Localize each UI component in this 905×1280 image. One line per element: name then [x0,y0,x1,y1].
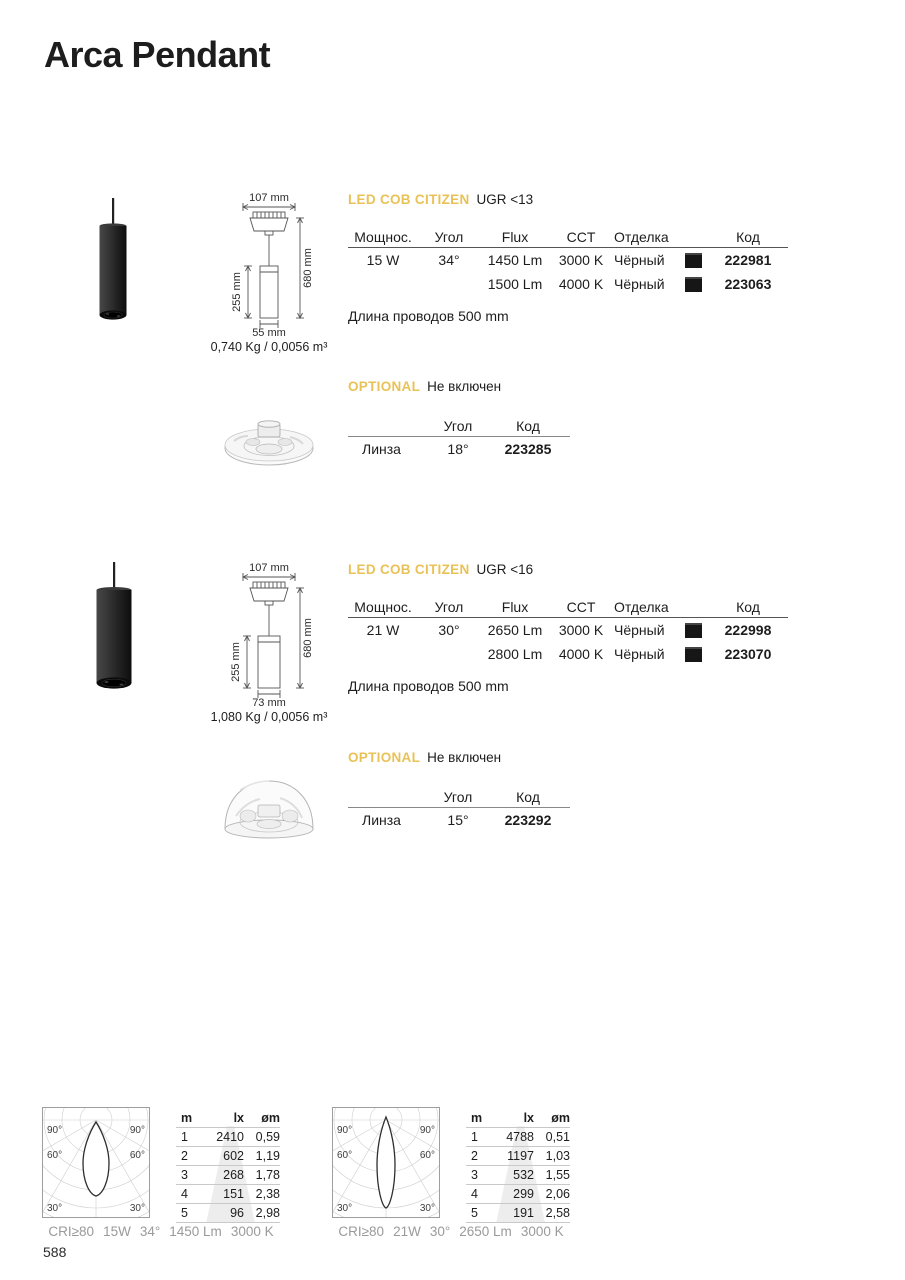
dim-bottom-label: 55 mm [252,327,286,338]
dim-total-label: 680 mm [302,618,314,658]
spec-header [348,192,790,207]
angle-label: 90° [337,1125,353,1136]
spec-table-row: 21 W 30° 2650 Lm 3000 K Чёрный 222998 [366,622,772,638]
spec-table [348,227,788,296]
spec-table-row: 1500 Lm 4000 K Чёрный 223063 [487,276,772,292]
angle-label: 60° [47,1150,63,1161]
led-source-label: LED COB CITIZEN [348,192,470,207]
lux-row: 2 1197 1,03 [466,1147,570,1166]
polar-diagram [332,1107,440,1218]
ugr-value: UGR <16 [476,562,534,577]
optional-note: Не включен [427,379,502,394]
suspension-cable [112,198,114,226]
lux-row: 1 2410 0,59 [176,1128,280,1147]
wire-length-note: Длина проводов 500 mm [348,678,509,694]
black-finish-swatch [685,277,702,292]
weight-volume-note: 1,080 Kg / 0,0056 m³ [210,710,328,724]
lux-row: 1 4788 0,51 [466,1128,570,1147]
angle-label: 30° [419,1203,435,1214]
pendant-body [97,590,132,683]
lux-row: 5 96 2,98 [176,1204,280,1223]
spec-table [348,597,788,666]
optional-label: OPTIONAL [348,750,421,765]
black-finish-swatch [685,623,702,638]
angle-label: 60° [337,1150,353,1161]
lux-row: 4 151 2,38 [176,1185,280,1204]
lux-header-row: m lx øm [466,1109,570,1128]
optional-table [348,416,570,461]
polar-diagram [42,1107,150,1218]
photometric-caption: CRI≥80 21W 30° 2650 Lm 3000 K [338,1224,564,1239]
lens-photo-1 [220,408,320,470]
angle-label: 60° [129,1150,145,1161]
dimension-drawing-2 [203,560,335,708]
lux-header-row: m lx øm [176,1109,280,1128]
optional-table-header-row: Угол Код [348,787,570,808]
optional-label: OPTIONAL [348,379,421,394]
angle-label: 90° [47,1125,63,1136]
spec-header [348,562,790,577]
ugr-value: UGR <13 [476,192,534,207]
optional-table-row: Линза 15° 223292 [362,812,552,828]
optional-note: Не включен [427,750,502,765]
spec-block-2 [348,562,790,694]
page-number: 588 [43,1244,67,1260]
optional-table [348,787,570,832]
dim-top-label: 107 mm [249,562,289,574]
optional-table-row: Линза 18° 223285 [362,441,552,457]
led-source-label: LED COB CITIZEN [348,562,470,577]
wire-length-note: Длина проводов 500 mm [348,308,509,324]
lens-photo-2 [220,772,320,844]
black-finish-swatch [685,647,702,662]
page-title: Arca Pendant [44,34,271,75]
lux-row: 2 602 1,19 [176,1147,280,1166]
dim-body-label: 255 mm [231,272,243,312]
pendant-photo-1 [70,188,180,328]
dimension-drawing-1 [203,190,335,338]
lux-row: 5 191 2,58 [466,1204,570,1223]
spec-table-row: 15 W 34° 1450 Lm 3000 K Чёрный 222981 [366,252,772,268]
photometric-caption: CRI≥80 15W 34° 1450 Lm 3000 K [48,1224,274,1239]
angle-label: 60° [419,1150,435,1161]
pendant-photo-2 [70,556,180,696]
lux-table [466,1109,570,1223]
angle-label: 90° [129,1125,145,1136]
lux-table [176,1109,280,1223]
angle-label: 30° [47,1203,63,1214]
spec-table-row: 2800 Lm 4000 K Чёрный 223070 [487,646,772,662]
angle-label: 30° [337,1203,353,1214]
angle-label: 90° [419,1125,435,1136]
pendant-body [100,226,127,315]
lux-row: 3 532 1,55 [466,1166,570,1185]
lux-row: 3 268 1,78 [176,1166,280,1185]
weight-volume-note: 0,740 Kg / 0,0056 m³ [210,340,328,354]
optional-block-1 [348,379,572,461]
spec-block-1 [348,192,790,324]
angle-label: 30° [129,1203,145,1214]
photometric-group-2 [332,1107,570,1247]
dim-bottom-label: 73 mm [252,697,286,708]
suspension-cable [113,562,115,590]
black-finish-swatch [685,253,702,268]
spec-table-header-row: Мощнос. Угол Flux CCT Отделка Код [348,597,788,618]
optional-block-2 [348,750,572,832]
dim-body-label: 255 mm [230,642,242,682]
photometric-group-1 [42,1107,280,1247]
dim-top-label: 107 mm [249,192,289,204]
dim-total-label: 680 mm [302,248,314,288]
spec-table-header-row: Мощнос. Угол Flux CCT Отделка Код [348,227,788,248]
optional-table-header-row: Угол Код [348,416,570,437]
lux-row: 4 299 2,06 [466,1185,570,1204]
